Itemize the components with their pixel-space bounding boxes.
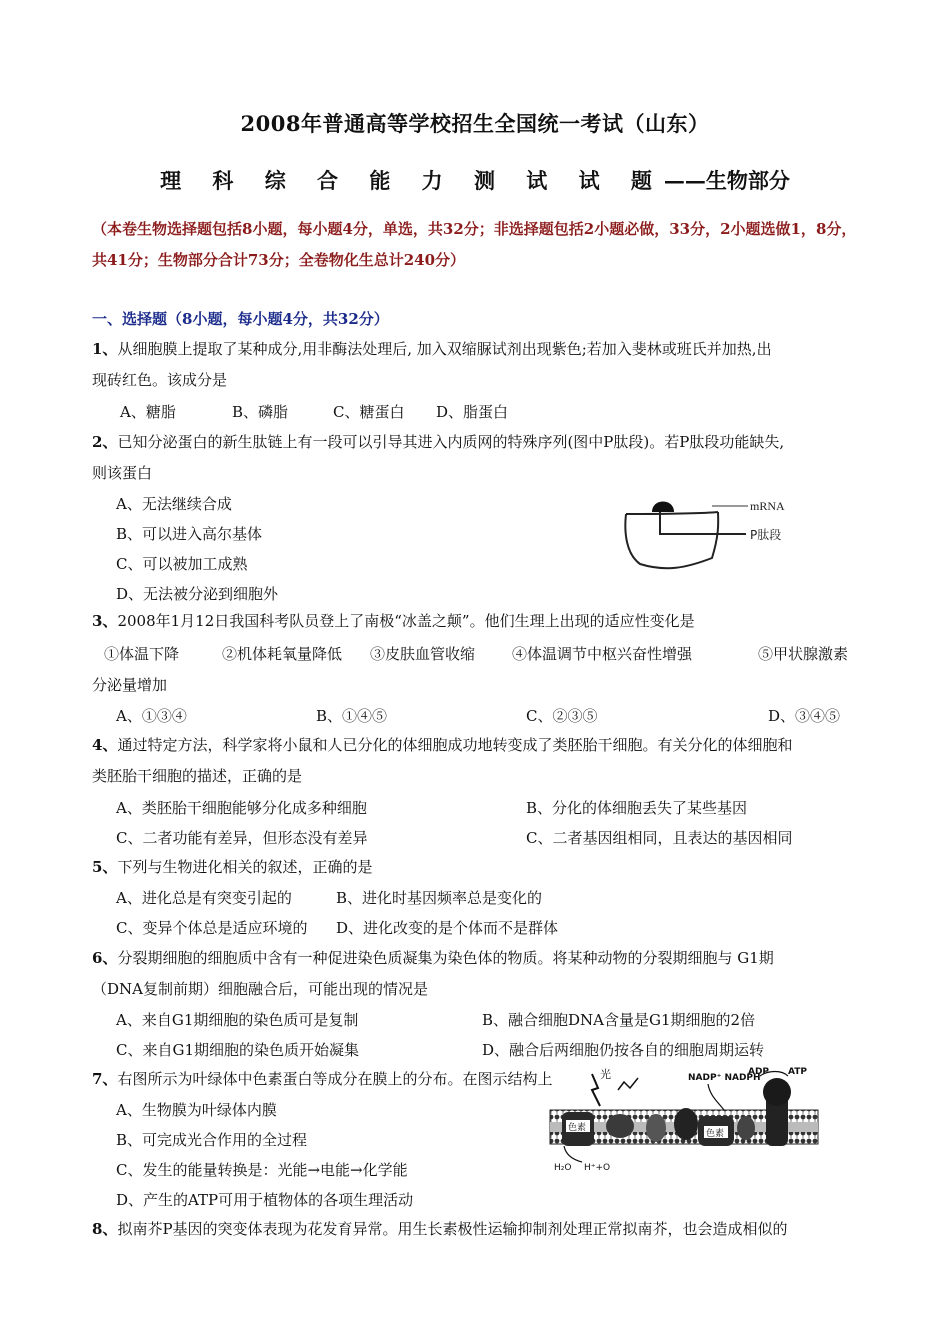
label-pigment-1: 色素 [568, 1123, 587, 1133]
label-light: 光 [600, 1068, 611, 1081]
q6-line2: （DNA复制前期）细胞融合后，可能出现的情况是 [92, 980, 428, 998]
label-h2o: H₂O [554, 1163, 572, 1173]
q6-option-a: A、来自G1期细胞的染色质可是复制 [116, 1011, 359, 1029]
q1-line2: 现砖红色。该成分是 [92, 371, 228, 389]
q6-option-d: D、融合后两细胞仍按各自的细胞周期运转 [482, 1041, 765, 1059]
q6-number: 6、 [92, 949, 118, 967]
q3-option-c: C、②③⑤ [526, 707, 598, 725]
q1-option-b: B、磷脂 [232, 403, 289, 421]
label-pigment-2: 色素 [706, 1129, 725, 1139]
label-mrna: mRNA [750, 499, 785, 513]
label-adp: ADP [748, 1067, 770, 1077]
q5-option-a: A、进化总是有突变引起的 [116, 889, 292, 907]
q3-line1: 3、2008年1月12日我国科考队员登上了南极“冰盖之颠”。他们生理上出现的适应性变化是 [92, 612, 695, 630]
thylakoid-diagram [548, 1066, 822, 1176]
q4-option-a: A、类胚胎干细胞能够分化成多种细胞 [116, 799, 367, 817]
q2-option-c: C、可以被加工成熟 [116, 555, 248, 573]
peptide-diagram [616, 492, 796, 582]
exam-title: 2008年普通高等学校招生全国统一考试（山东） [240, 111, 710, 136]
q2-line1: 2、已知分泌蛋白的新生肽链上有一段可以引导其进入内质网的特殊序列(图中P肽段)。若P肽段功能缺失, [92, 433, 785, 451]
label-h-o: H⁺+O [584, 1163, 611, 1173]
q5-option-c: C、变异个体总是适应环境的 [116, 919, 308, 937]
q2-option-d: D、无法被分泌到细胞外 [116, 585, 279, 603]
q7-option-a: A、生物膜为叶绿体内膜 [116, 1101, 277, 1119]
q6-option-b: B、融合细胞DNA含量是G1期细胞的2倍 [482, 1011, 756, 1029]
q7-number: 7、 [92, 1070, 118, 1088]
subtitle-spaced: 理 科 综 合 能 力 测 试 试 题 [160, 168, 664, 193]
q3-option-a: A、①③④ [116, 707, 187, 725]
q4-option-d: C、二者基因组相同，且表达的基因相同 [526, 829, 793, 847]
q4-option-c: C、二者功能有差异，但形态没有差异 [116, 829, 368, 847]
q1-option-c: C、糖蛋白 [333, 403, 405, 421]
q1-option-d: D、脂蛋白 [436, 403, 509, 421]
q3-item-1: ①体温下降 [104, 645, 180, 663]
q2-line2: 则该蛋白 [92, 464, 153, 482]
q6-line1: 6、分裂期细胞的细胞质中含有一种促进染色质凝集为染色体的物质。将某种动物的分裂期细胞与 G1期 [92, 949, 774, 967]
q2-number: 2、 [92, 433, 118, 451]
q4-option-b: B、分化的体细胞丢失了某些基因 [526, 799, 748, 817]
q3-number: 3、 [92, 612, 118, 630]
q4-line1: 4、通过特定方法，科学家将小鼠和人已分化的体细胞成功地转变成了类胚胎干细胞。有关分化的体细胞和 [92, 736, 793, 754]
q3-item-2: ②机体耗氧量降低 [222, 645, 343, 663]
q7-option-d: D、产生的ATP可用于植物体的各项生理活动 [116, 1191, 414, 1209]
q3-option-b: B、①④⑤ [316, 707, 388, 725]
q1-number: 1、 [92, 340, 118, 358]
q3-item-3: ③皮肤血管收缩 [370, 645, 476, 663]
q5-line1: 5、下列与生物进化相关的叙述，正确的是 [92, 858, 373, 876]
section-heading: 一、选择题（8小题，每小题4分，共32分） [92, 310, 389, 328]
q7-line1: 7、右图所示为叶绿体中色素蛋白等成分在膜上的分布。在图示结构上 [92, 1070, 553, 1088]
q7-option-b: B、可完成光合作用的全过程 [116, 1131, 308, 1149]
q4-number: 4、 [92, 736, 118, 754]
q1-line1: 1、从细胞膜上提取了某种成分,用非酶法处理后, 加入双缩脲试剂出现紫色;若加入斐林或班氏并加热,出 [92, 340, 772, 358]
label-nadp: NADP⁺ NADPH [688, 1073, 761, 1083]
q5-number: 5、 [92, 858, 118, 876]
label-atp: ATP [788, 1067, 808, 1077]
q2-option-b: B、可以进入高尔基体 [116, 525, 263, 543]
q5-option-d: D、进化改变的是个体而不是群体 [336, 919, 559, 937]
exam-subtitle [0, 165, 950, 195]
q1-option-a: A、糖脂 [120, 403, 176, 421]
q4-line2: 类胚胎干细胞的描述，正确的是 [92, 767, 303, 785]
q3-item-4: ④体温调节中枢兴奋性增强 [512, 645, 693, 663]
q7-option-c: C、发生的能量转换是：光能→电能→化学能 [116, 1161, 408, 1179]
q5-option-b: B、进化时基因频率总是变化的 [336, 889, 543, 907]
q8-line1: 8、拟南芥P基因的突变体表现为花发育异常。用生长素极性运输抑制剂处理正常拟南芥，也会造成相似的 [92, 1220, 788, 1238]
q3-line3: 分泌量增加 [92, 676, 168, 694]
subtitle-tail: ——生物部分 [663, 168, 790, 193]
q6-option-c: C、来自G1期细胞的染色质开始凝集 [116, 1041, 360, 1059]
label-p-peptide: P肽段 [750, 528, 782, 542]
q3-option-d: D、③④⑤ [768, 707, 841, 725]
q8-number: 8、 [92, 1220, 118, 1238]
score-note: （本卷生物选择题包括8小题，每小题4分，单选，共32分；非选择题包括2小题必做，33分，2小题选做1，8分，共41分；生物部分合计73分；全卷物化生总计240分） [92, 220, 857, 269]
q3-item-5: ⑤甲状腺激素 [758, 645, 849, 663]
q2-option-a: A、无法继续合成 [116, 495, 232, 513]
